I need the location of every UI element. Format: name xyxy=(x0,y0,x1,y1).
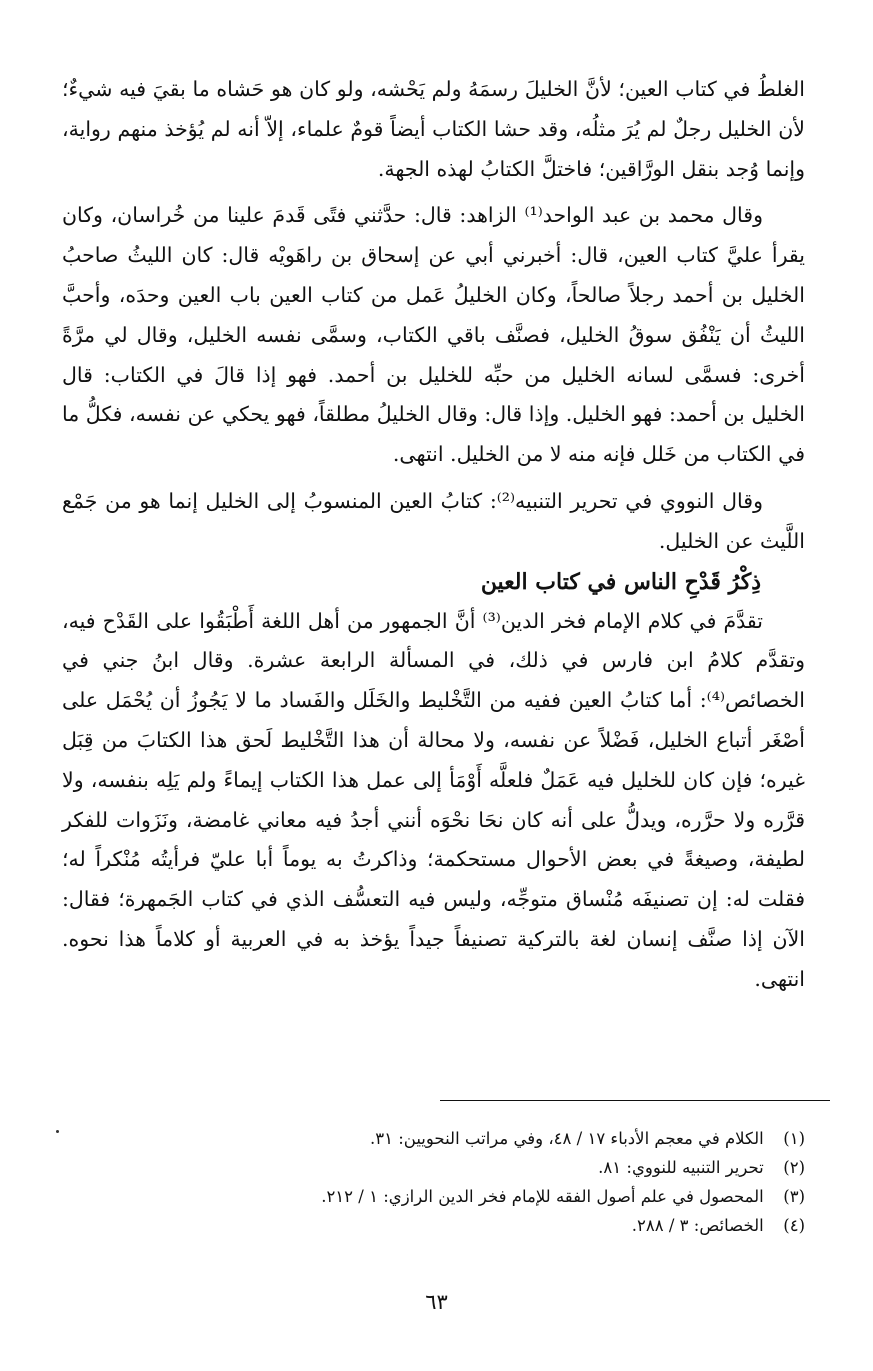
footnote-2 xyxy=(120,1153,805,1182)
scan-speck xyxy=(56,1130,59,1133)
footnote-4 xyxy=(120,1211,805,1240)
footnote-text: المحصول في علم أصول الفقه للإمام فخر الدين الرازي: ١ / ٢١٢. xyxy=(321,1187,764,1206)
footnote-3 xyxy=(120,1182,805,1211)
footnote-text: الخصائص: ٣ / ٢٨٨. xyxy=(631,1216,764,1235)
footnotes xyxy=(120,1124,805,1240)
footnote-1 xyxy=(120,1124,805,1153)
paragraph-1: الغلطُ في كتاب العين؛ لأنَّ الخليلَ رسمَهُ ولم يَحْشه، ولو كان هو حَشاه ما بقيَ فيه شيءٌ؛ لأن الخليل رجلٌ لم يُرَ مثلُه، وقد حشا الكتاب أيضاً قومٌ علماء، إلاّ أنه لم يُؤخذ منهم رواية، وإنما وُجد بنقل الورَّاقين؛ فاختلَّ الكتابُ لهذه الجهة. xyxy=(62,77,805,181)
body-text-top xyxy=(62,70,805,1000)
section-heading: ذِكْرُ قَدْحِ الناس في كتاب العين xyxy=(480,568,761,595)
paragraph-2: وقال محمد بن عبد الواحد⁽¹⁾ الزاهد: قال: حدَّثني فتًى قَدمَ علينا من خُراسان، وكان يقرأ عليَّ كتاب العين، قال: أخبرني أبي عن إسحاق بن راهَويْه قال: كان الليثُ صاحبُ الخليل بن أحمد رجلاً صالحاً، وكان الخليلُ عَمل من كتاب العين باب العين وحدَه، وأحبَّ الليثُ أن يَنْفُق سوقُ الخليل، فصنَّف باقي الكتاب، وسمَّى نفسه الخليل، وقال لي مرَّةً أخرى: فسمَّى لسانه الخليل من حبِّه للخليل بن أحمد. فهو إذا قالَ في الكتاب: قال الخليل بن أحمد: فهو الخليل. وإذا قال: وقال الخليلُ مطلقاً، فهو يحكي عن نفسه، فكلُّ ما في الكتاب من خَلل فإنه منه لا من الخليل. انتهى. xyxy=(62,203,805,467)
footnote-number: (٢) xyxy=(783,1158,805,1177)
footnote-number: (٤) xyxy=(783,1216,805,1235)
footnote-number: (١) xyxy=(783,1129,805,1148)
footnote-number: (٣) xyxy=(783,1187,805,1206)
paragraph-4: تقدَّمَ في كلام الإمام فخر الدين⁽³⁾ أنَّ الجمهور من أهل اللغة أَطْبَقُوا على القَدْح فيه، وتقدَّم كلامُ ابن فارس في ذلك، في المسألة الرابعة عشرة. وقال ابنُ جني في الخصائص⁽⁴⁾: أما كتابُ العين ففيه من التَّخْليط والخَلَل والفَساد ما لا يَجُوزُ أن يُحْمَل على أصْغَر أتباع الخليل، فَضْلاً عن نفسه، ولا محالة أن هذا التَّخْليط لَحق هذا الكتابَ من قِبَل غيره؛ فإن كان للخليل فيه عَمَلٌ فلعلَّه أَوْمَأ إلى عمل هذا الكتاب إيماءً ولم يَلِه بنفسه، ولا قرَّره ولا حرَّره، ويدلُّ على أنه كان نحَا نحْوَه أنني أجدُ فيه معاني غامضة، ونَزَوات للفكر لطيفة، وصيغةً في بعض الأحوال مستحكمة؛ وذاكرتُ به يوماً أبا عليّ فرأيتُه مُنْكراً له؛ فقلت له: إن تصنيفَه مُنْساق متوجِّه، وليس فيه التعسُّف الذي في كتاب الجَمهرة؛ فقال: الآن إذا صنَّف إنسان لغة بالتركية تصنيفاً جيداً يؤخذ به في العربية أو كلاماً هذا نحوه. انتهى. xyxy=(62,608,805,991)
page-number: ٦٣ xyxy=(425,1290,448,1314)
footnote-separator xyxy=(440,1100,830,1101)
footnote-text: الكلام في معجم الأدباء ١٧ / ٤٨، وفي مراتب النحويين: ٣١. xyxy=(369,1129,764,1148)
paragraph-3: وقال النووي في تحرير التنبيه⁽²⁾: كتابُ العين المنسوبُ إلى الخليل إنما هو من جَمْع اللَّيث عن الخليل. xyxy=(62,488,805,553)
footnote-text: تحرير التنبيه للنووي: ٨١. xyxy=(598,1158,764,1177)
